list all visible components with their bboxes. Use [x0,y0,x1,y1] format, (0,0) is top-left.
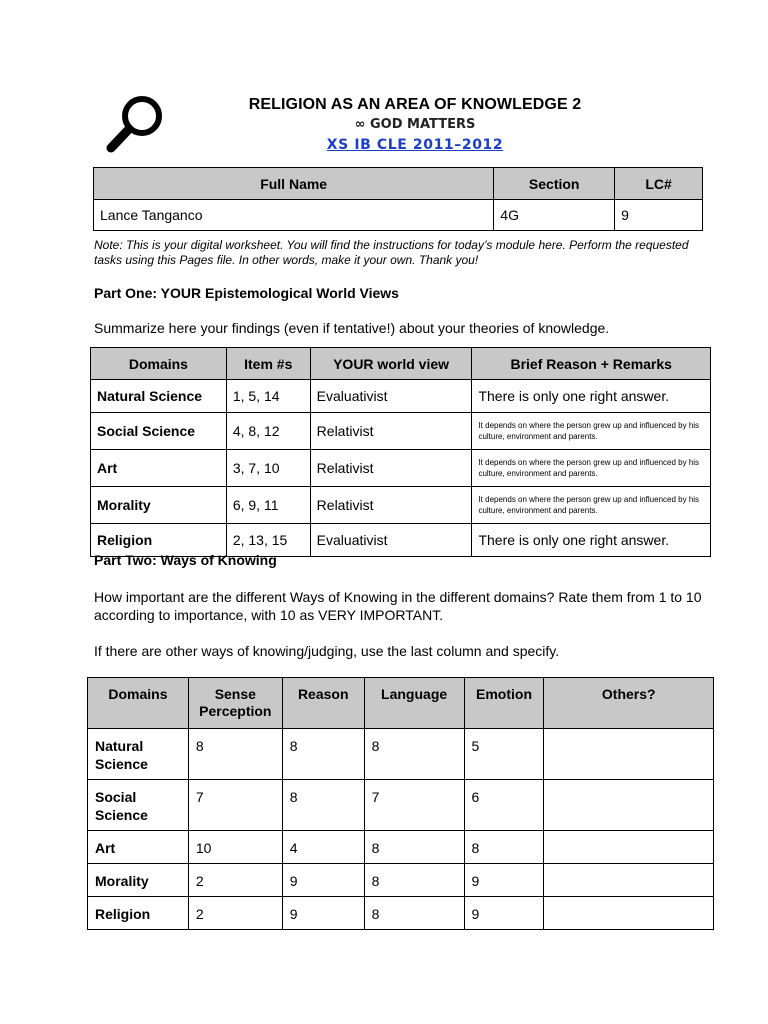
header-others: Others? [544,678,714,729]
others-cell[interactable] [544,831,714,864]
world-view-cell[interactable]: Relativist [310,450,472,487]
header-reason: Brief Reason + Remarks [472,348,711,380]
part-two-other-instruction: If there are other ways of knowing/judging, use the last column and specify. [94,643,560,659]
reason-cell[interactable]: 9 [282,864,364,897]
part-one-heading: Part One: YOUR Epistemological World Views [94,285,399,301]
others-cell[interactable] [544,897,714,930]
items-cell[interactable]: 1, 5, 14 [226,380,310,413]
world-view-cell[interactable]: Evaluativist [310,524,472,557]
domain-cell: Natural Science [88,729,189,780]
page-title: RELIGION AS AN AREA OF KNOWLEDGE 2 [248,96,582,113]
student-info-table [93,167,703,231]
domain-cell: Religion [88,897,189,930]
table-row [91,413,711,450]
table-row [91,450,711,487]
header-reason: Reason [282,678,364,729]
sense-perception-cell[interactable]: 10 [188,831,282,864]
table-row [91,487,711,524]
emotion-cell[interactable]: 9 [464,897,544,930]
table-row [88,780,714,831]
lc-cell[interactable]: 9 [615,200,703,231]
header-section: Section [494,168,615,200]
domain-cell: Art [91,450,227,487]
emotion-cell[interactable]: 5 [464,729,544,780]
domain-cell: Morality [91,487,227,524]
table-row [88,897,714,930]
table-row [91,380,711,413]
items-cell[interactable]: 2, 13, 15 [226,524,310,557]
language-cell[interactable]: 8 [364,864,464,897]
reason-cell[interactable]: It depends on where the person grew up and influenced by his culture, environment and parents. [472,487,711,524]
language-cell[interactable]: 7 [364,780,464,831]
language-cell[interactable]: 8 [364,831,464,864]
header-domains: Domains [88,678,189,729]
domain-cell: Morality [88,864,189,897]
reason-cell[interactable]: There is only one right answer. [472,380,711,413]
domain-cell: Natural Science [91,380,227,413]
reason-cell[interactable]: 8 [282,729,364,780]
reason-cell[interactable]: 4 [282,831,364,864]
items-cell[interactable]: 3, 7, 10 [226,450,310,487]
others-cell[interactable] [544,729,714,780]
note-text: Note: This is your digital worksheet. You will find the instructions for today’s module here. Perform the requested tasks using this Pages file. In other words, make it your own. Thank you! [94,238,689,267]
domain-cell: Art [88,831,189,864]
reason-cell[interactable]: 8 [282,780,364,831]
sense-perception-cell[interactable]: 7 [188,780,282,831]
others-cell[interactable] [544,780,714,831]
header-domains: Domains [91,348,227,380]
ways-of-knowing-table [87,677,714,930]
table-row [88,831,714,864]
header-full-name: Full Name [94,168,494,200]
world-view-cell[interactable]: Relativist [310,487,472,524]
magnifying-glass-icon [102,92,170,156]
world-view-cell[interactable]: Evaluativist [310,380,472,413]
header-language: Language [364,678,464,729]
full-name-cell[interactable]: Lance Tanganco [94,200,494,231]
domain-cell: Social Science [88,780,189,831]
emotion-cell[interactable]: 8 [464,831,544,864]
reason-cell[interactable]: There is only one right answer. [472,524,711,557]
part-one-instruction: Summarize here your findings (even if tentative!) about your theories of knowledge. [94,320,610,336]
domain-cell: Social Science [91,413,227,450]
part-two-instruction: How important are the different Ways of Knowing in the different domains? Rate them from 1 to 10 according to importance, with 10 as VERY IMPORTANT. [94,589,702,623]
reason-cell[interactable]: It depends on where the person grew up and influenced by his culture, environment and parents. [472,413,711,450]
others-cell[interactable] [544,864,714,897]
table-row [88,864,714,897]
table-row [88,729,714,780]
items-cell[interactable]: 4, 8, 12 [226,413,310,450]
sense-perception-cell[interactable]: 8 [188,729,282,780]
emotion-cell[interactable]: 6 [464,780,544,831]
sense-perception-cell[interactable]: 2 [188,897,282,930]
header-lc: LC# [615,168,703,200]
header-item-numbers: Item #s [226,348,310,380]
domain-cell: Religion [91,524,227,557]
reason-cell[interactable]: It depends on where the person grew up and influenced by his culture, environment and parents. [472,450,711,487]
sense-perception-cell[interactable]: 2 [188,864,282,897]
items-cell[interactable]: 6, 9, 11 [226,487,310,524]
language-cell[interactable]: 8 [364,897,464,930]
header-world-view: YOUR world view [310,348,472,380]
header [210,96,620,153]
course-link[interactable]: XS IB CLE 2011–2012 [326,137,504,153]
header-emotion: Emotion [464,678,544,729]
world-views-table [90,347,711,557]
header-sense-perception: Sense Perception [188,678,282,729]
emotion-cell[interactable]: 9 [464,864,544,897]
part-two-heading: Part Two: Ways of Knowing [94,552,277,568]
reason-cell[interactable]: 9 [282,897,364,930]
section-cell[interactable]: 4G [494,200,615,231]
world-view-cell[interactable]: Relativist [310,413,472,450]
language-cell[interactable]: 8 [364,729,464,780]
page-subtitle: ∞ GOD MATTERS [354,117,476,132]
